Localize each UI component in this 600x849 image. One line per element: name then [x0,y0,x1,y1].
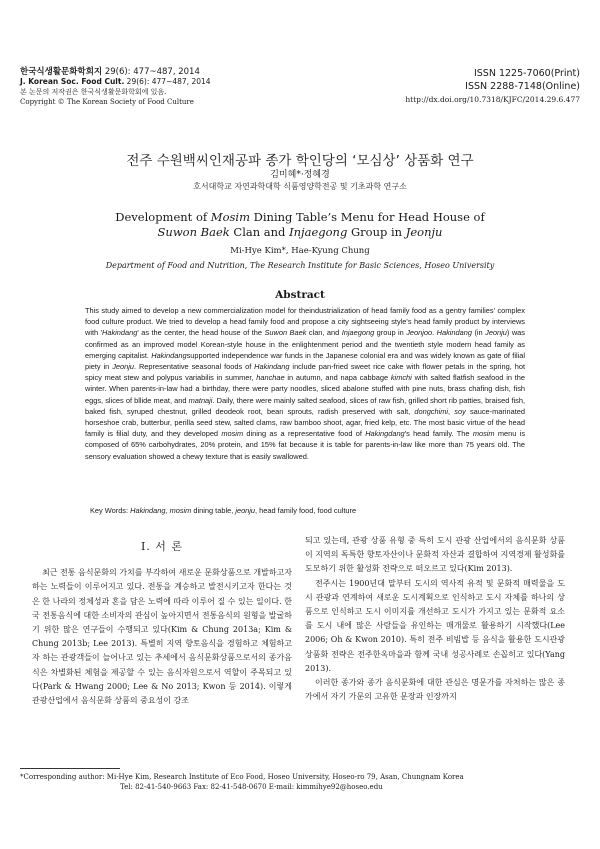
footnote-divider [20,768,120,769]
issn-block [340,67,580,106]
keyword-italic: Hakindang, mosim [130,506,192,515]
abstract-italic: kimchi [390,373,412,383]
abstract-span: in autumn, and napa cabbage [284,373,391,383]
title-en-part: Jeonju [405,225,443,239]
body-paragraph: 이러한 종가와 종가 음식문화에 대한 관심은 명문가를 자처하는 많은 종가에서 자기 가문의 고유한 문장과 인장까지 [305,678,565,702]
title-en-part: Clan and [229,225,290,239]
abstract-text [85,305,525,462]
journal-header [20,67,320,107]
abstract-span: dining as a representative food of [243,429,366,439]
abstract-span: include pan-fried sweet rice cake with flower petals in the spring, hot spicy meat stew and polypus variabilis in summer, [85,362,525,383]
abstract-italic: Jeonju [112,362,134,372]
abstract-italic: soy [454,406,466,416]
abstract-italic: Hakindang [151,350,187,360]
abstract-span: ) was confirmed as an improved model Korean-style house in the enlightenment period and the twentieth style modern head family as emerging capitalist. [85,328,525,360]
abstract-italic: Hakindang [102,328,138,338]
abstract-span: ' as the center, the head house of the [137,328,265,338]
abstract-span: . Daily, there were mainly salted seafood, slices of raw fish, grilled short rib patties, braised fish, baked fish, syruped chestnut, grilled deodeok root, bean sprouts, radish preserved with salt, [85,395,525,416]
title-en-part: Suwon Baek [157,225,230,239]
keywords-label: Key Words: [90,506,131,515]
abstract-italic: mosim [472,429,495,439]
authors-en: Mi-Hye Kim*, Hae-Kyung Chung [230,246,370,256]
paper-title-ko: 전주 수원백씨인재공파 종가 학인당의 ‘모심상’ 상품화 연구 [126,153,474,169]
abstract-italic: hanchae [256,373,285,383]
abstract-span: This study aimed to develop a new commercialization model for theindustrialization of head family food as a gentry families' complex food culture product. We tried to develop a head family food and propose a city sightseeing style's head family product by interviews with ' [85,306,525,338]
corresponding-author-footnote [20,772,580,792]
title-en-part: Mosim [210,210,250,224]
copyright-ko: 본 논문의 저작권은 한국식생활문화학회에 있음. [20,88,167,96]
journal-en-title: J. Korean Soc. Food Cult. [20,77,125,86]
abstract-heading: Abstract [275,289,325,301]
journal-name-ko [20,67,320,77]
abstract-italic: mosim [221,429,244,439]
issn-print: ISSN 1225-7060(Print) [473,68,580,79]
body-column-right [305,534,565,704]
footnote-line: Tel: 82-41-540-9663 Fax: 82-41-548-0670 E-mail: kimmihye92@hoseo.edu [120,783,383,791]
title-en-part: Injaegong [289,225,348,239]
title-en-part: Development of [115,210,211,224]
abstract-span: supported independence war funds in the Japanese colonial era and was widely known as gate of filial piety in [85,350,526,372]
body-paragraph: 최근 전통 음식문화의 가치를 부각하여 새로운 문화상품으로 개발하고자 하는 노력들이 이루어지고 있다. 전통을 계승하고 발전시키고자 한다는 것은 한 나라의 정체성과 혼을 담은 노력에 따라 이루어 질 수 있는 일이다. 한국 전통음식에 대한 소비자의 관심이 높아지면서 전통음식의 원형을 발굴하기 위한 많은 연구들이 수행되고 있다(Kim & Chung 2013a; Kim & Chung 2013b; Lee 2013). 특별히 지역 향토음식을 경험하고 체험하고자 하는 관광객들이 늘어나고 있는 추세에서 음식문화상품으로서의 종가음식은 차별화된 체험을 제공할 수 있는 음식자원으로서 역할이 주목되고 있다(Park & Hwang 2000; Lee & No 2013; Kwon 등 2014). 이렇게 관광산업에서 음식문화 상품의 중요성이 강조 [32,568,292,706]
abstract-span: sauce-marinated horseshoe crab, butterbur, perilla seed stew, salted clams, raw bamboo shoot, agar, fried kelp, etc. The most basic virtue of the head family is filial duty, and they developed [85,406,525,439]
paper-title-en [60,210,540,240]
abstract-span: (in [471,328,486,338]
body-paragraph: 되고 있는데, 관광 상품 유형 중 특히 도시 관광 산업에서의 음식문화 상품이 지역의 독특한 향토자산이나 문화적 자산과 결합하여 지역경제 활성화를 도모하기 위한 활성화 전략으로 떠오르고 있다(Kim 2013). [305,536,565,574]
section-heading-introduction: Ⅰ. 서 론 [140,540,184,553]
abstract-italic: Injaegong [341,328,375,338]
abstract-span: . [432,328,437,338]
keyword-italic: jeonju [235,506,256,515]
issn-online: ISSN 2288-7148(Online) [465,81,580,92]
journal-ko-title: 한국식생활문화학회지 [20,67,103,77]
keyword-text: dining table, [191,506,236,515]
abstract-span: group in [374,328,407,338]
title-en-part: Group in [347,225,406,239]
abstract-span: 's head family. The [404,429,473,439]
abstract-italic: Hakingdang [365,429,405,439]
keyword-text: , head family food, food culture [255,506,357,515]
abstract-italic: matnaji [188,395,213,405]
abstract-italic: Hakindang [436,328,472,338]
keywords [90,506,530,515]
abstract-italic: Hakindang [254,362,290,372]
abstract-italic: Suwon Baek [264,328,307,338]
affiliation-ko: 호서대학교 자연과학대학 식품영양학전공 및 기초과학 연구소 [193,182,407,191]
authors-ko: 김미혜*·정혜경 [270,170,330,180]
body-paragraph: 전주시는 1900년대 말부터 도시의 역사적 유적 및 문화적 매력물을 도시 관광과 연계하여 새로운 도시계획으로 인식하고 도시 자체를 하나의 상품으로 인식하고 도시 이미지를 개선하고 도시가 가지고 있는 문화적 요소를 도시 내에 많은 사람들을 유인하는 매개물로 활용하기 시작했다(Lee 2006; Oh & Kwon 2010). 특히 전주 비빔밥 등 음식을 활용한 도시관광 상품화 전략은 전주한옥마을과 함께 국내 성공사례로 손꼽히고 있다(Yang 2013). [305,578,565,673]
abstract-italic: Jeonjoo [406,328,433,338]
copyright-en: Copyright © The Korean Society of Food Culture [20,98,194,106]
abstract-span: clan, and [306,328,342,338]
abstract-span: , [448,406,455,416]
abstract-italic: Jeonju [485,328,507,338]
journal-ko-volume: 29(6): 477~487, 2014 [102,67,200,77]
journal-name-en [20,77,320,87]
abstract-span: menu is composed of 65% carbohydrates, 20% protein, and 15% fat because it is table for parents-in-law like more than 75 years old. The sensory evaluation showed a chewy texture that is easily swallowed. [85,429,526,461]
journal-en-volume: 29(6): 477~487, 2014 [124,77,211,86]
title-en-part: Dining Table’s Menu for Head House of [249,210,485,224]
abstract-italic: dongchimi [414,406,449,416]
doi-link[interactable]: http://dx.doi.org/10.7318/KJFC/2014.29.6.477 [405,95,580,104]
affiliation-en: Department of Food and Nutrition, The Research Institute for Basic Sciences, Hoseo University [105,261,495,270]
abstract-span: with salted flatfish seafood in the winter. When parents-in-law had a birthday, there were party noodles, sliced abalone stuffed with pine nuts, brass chafing dish, fish eggs, slices of bllide meat, and [85,373,525,405]
abstract-span: . Representative seasonal foods of [133,362,255,372]
body-column-left [32,540,292,708]
footnote-line: *Corresponding author: Mi-Hye Kim, Research Institute of Eco Food, Hoseo University, Hoseo-ro 79, Asan, Chungnam Korea [20,773,464,781]
